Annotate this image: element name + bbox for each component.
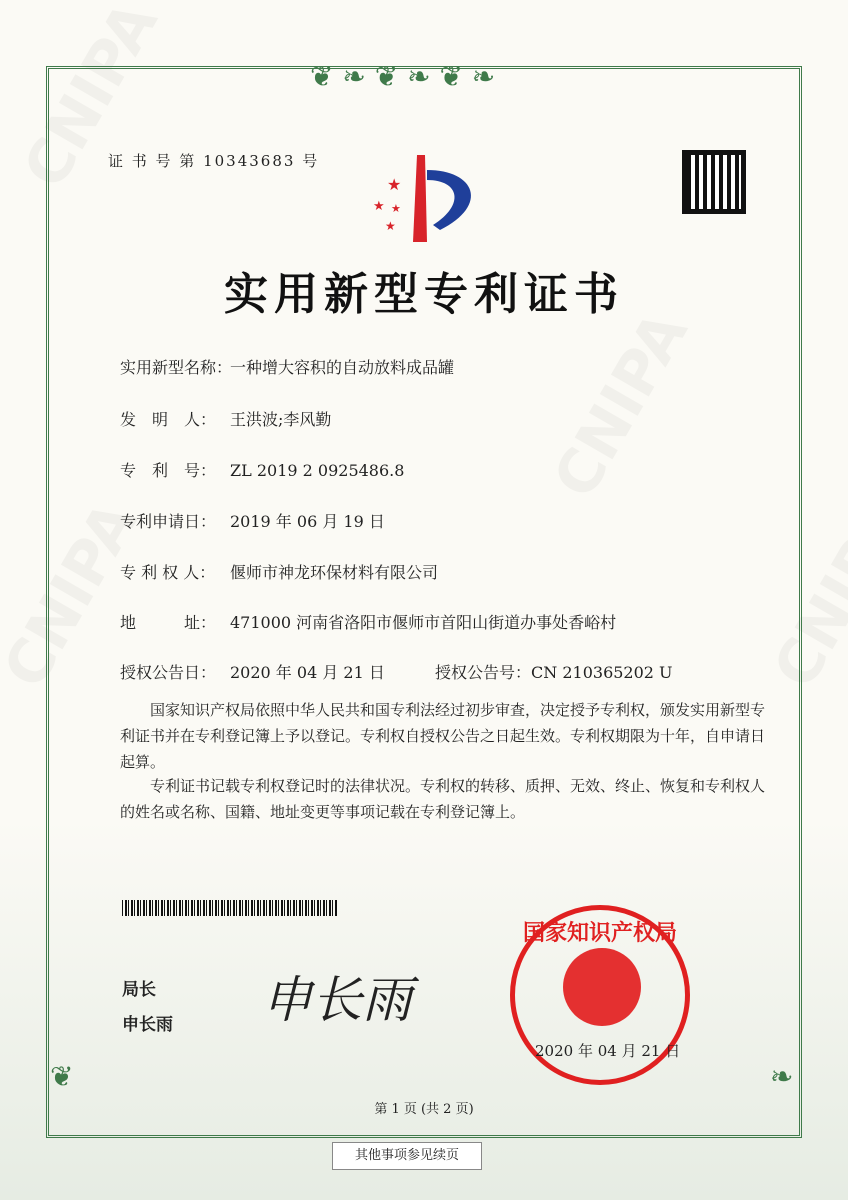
- field-patent-no: 专 利 号： ZL 2019 2 0925486.8: [120, 461, 405, 480]
- svg-text:★: ★: [373, 199, 385, 214]
- paragraph: 专利证书记载专利权登记时的法律状况。专利权的转移、质押、无效、终止、恢复和专利权人的姓名或名称、国籍、地址变更等事项记载在专利登记簿上。: [120, 777, 766, 821]
- field-grant-date: 授权公告日： 2020 年 04 月 21 日: [120, 663, 385, 682]
- ornament-bottom-right: ❧: [770, 1060, 794, 1093]
- barcode: [122, 900, 338, 916]
- signature: 申长雨: [262, 971, 412, 1029]
- signer-name: 申长雨: [122, 1015, 173, 1035]
- certificate-title: 实用新型专利证书: [224, 269, 624, 320]
- cnipa-logo-icon: [365, 150, 490, 245]
- certificate-number: 证 书 号 第 10343683 号: [108, 152, 320, 170]
- continued-note: 其他事项参见续页: [332, 1142, 482, 1170]
- national-emblem-icon: [563, 948, 641, 1026]
- page-indicator: 第 1 页 (共 2 页): [374, 1102, 474, 1117]
- svg-text:★: ★: [387, 175, 402, 194]
- paragraph: 国家知识产权局依照中华人民共和国专利法经过初步审查，决定授予专利权，颁发实用新型专利证书并在专利登记簿上予以登记。专利权自授权公告之日起生效。专利权期限为十年，自申请日起算。: [120, 701, 766, 771]
- svg-text:★: ★: [391, 202, 401, 215]
- ornament-bottom-left: ❦: [50, 1060, 74, 1093]
- seal-text: 国家知识产权局: [522, 920, 677, 946]
- field-grant-no: 授权公告号：CN 210365202 U: [435, 663, 673, 682]
- field-name: 实用新型名称：一种增大容积的自动放料成品罐: [120, 358, 455, 377]
- field-patentee: 专 利 权 人： 偃师市神龙环保材料有限公司: [120, 563, 439, 582]
- field-address: 地 址： 471000 河南省洛阳市偃师市首阳山街道办事处香峪村: [120, 613, 617, 632]
- seal-date: 2020 年 04 月 21 日: [535, 1042, 681, 1060]
- ornament-top: ❦ ❧ ❦ ❧ ❦ ❧: [310, 60, 496, 93]
- svg-text:★: ★: [385, 219, 396, 233]
- qr-code: [682, 150, 746, 214]
- signer-title: 局长: [122, 980, 156, 1000]
- field-filing-date: 专利申请日： 2019 年 06 月 19 日: [120, 512, 385, 531]
- field-inventor: 发 明 人： 王洪波;李风勤: [120, 410, 332, 429]
